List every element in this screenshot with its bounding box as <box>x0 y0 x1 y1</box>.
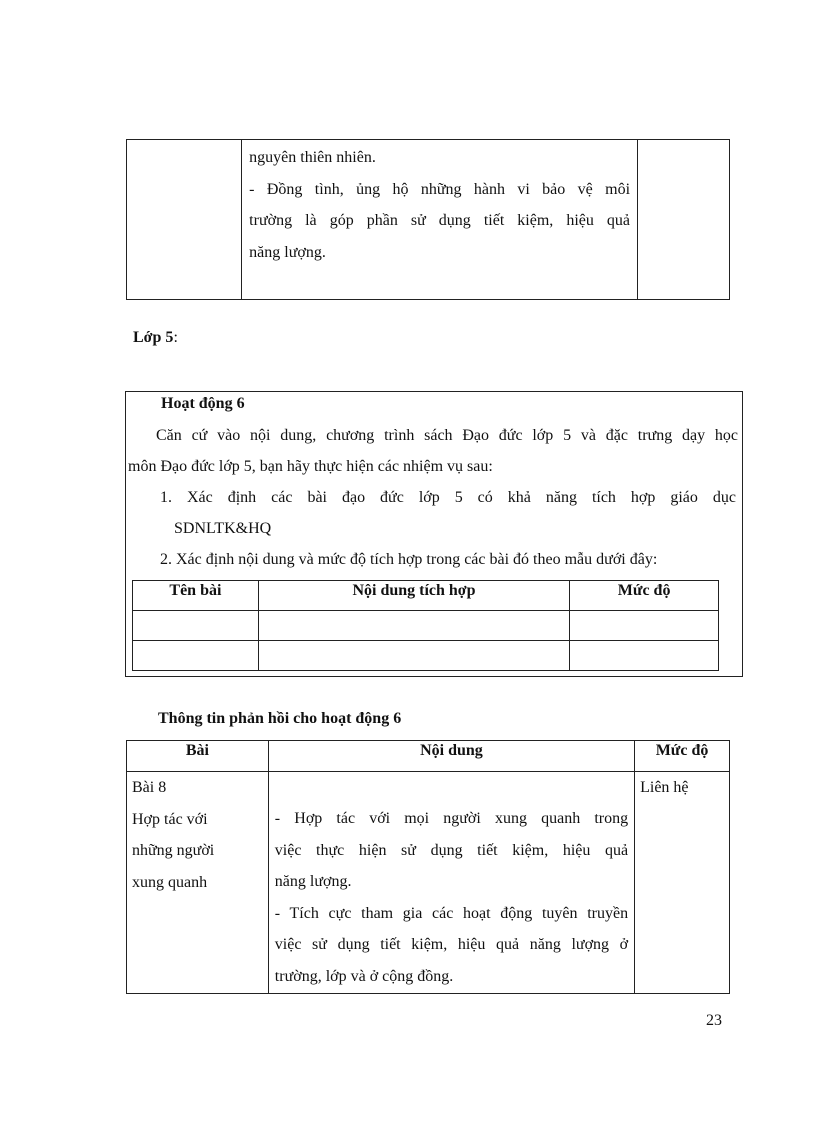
activity-task-2: 2. Xác định nội dung và mức độ tích hợp trong các bài đó theo mẫu dưới đây: <box>160 551 658 568</box>
feedback-level-cell <box>635 772 730 994</box>
continued-table-cell-content <box>242 140 638 300</box>
template-header-lesson: Tên bài <box>133 581 259 611</box>
grade-label: Lớp 5 <box>133 329 174 346</box>
continued-table-cell-lesson <box>127 140 242 300</box>
page-number: 23 <box>706 1012 722 1029</box>
template-empty-row <box>133 611 719 641</box>
feedback-table <box>126 740 730 994</box>
activity-intro-line: Căn cứ vào nội dung, chương trình sách Đạo đức lớp 5 và đặc trưng dạy học <box>156 427 738 444</box>
feedback-row <box>127 772 730 994</box>
continued-table-cell-level <box>638 140 730 300</box>
content-line: năng lượng. <box>249 243 326 261</box>
content-line: - Tích cực tham gia các hoạt động tuyên truyền <box>274 904 629 922</box>
feedback-header-row <box>127 741 730 772</box>
content-line: trường là góp phần sử dụng tiết kiệm, hiệu quả <box>249 212 631 229</box>
lesson-line: xung quanh <box>132 873 208 891</box>
content-line: - Hợp tác với mọi người xung quanh trong <box>274 810 629 827</box>
template-empty-row <box>133 641 719 671</box>
content-line: việc thực hiện sử dụng tiết kiệm, hiệu quả <box>274 841 629 859</box>
feedback-content-cell <box>268 772 634 994</box>
content-line: nguyên thiên nhiên. <box>249 149 376 166</box>
lesson-line: Bài 8 <box>132 779 167 796</box>
activity-task-1-continued: SDNLTK&HQ <box>174 520 272 537</box>
content-line: việc sử dụng tiết kiệm, hiệu quả năng lượng ở <box>274 936 629 953</box>
level-value: Liên hệ <box>640 779 689 796</box>
activity-task-1: 1. Xác định các bài đạo đức lớp 5 có khả năng tích hợp giáo dục <box>160 489 736 506</box>
feedback-lesson-cell <box>127 772 269 994</box>
template-header-content: Nội dung tích hợp <box>258 581 569 611</box>
template-header-level: Mức độ <box>570 581 719 611</box>
grade-heading <box>133 329 178 347</box>
continued-table <box>126 139 730 300</box>
content-line: năng lượng. <box>274 873 352 890</box>
content-line: - Đồng tình, ủng hộ những hành vi bảo vệ môi <box>249 180 631 198</box>
feedback-header-content: Nội dung <box>268 741 634 772</box>
lesson-line: Hợp tác với <box>132 810 208 828</box>
feedback-header-lesson: Bài <box>127 741 269 772</box>
activity-title: Hoạt động 6 <box>161 395 245 412</box>
feedback-title: Thông tin phản hồi cho hoạt động 6 <box>158 710 402 727</box>
integration-template-table <box>132 580 719 671</box>
lesson-line: những người <box>132 842 215 859</box>
content-line: trường, lớp và ở cộng đồng. <box>274 967 454 985</box>
feedback-header-level: Mức độ <box>635 741 730 772</box>
template-header-row <box>133 581 719 611</box>
grade-colon: : <box>173 329 178 346</box>
activity-intro-line: môn Đạo đức lớp 5, bạn hãy thực hiện các nhiệm vụ sau: <box>128 458 493 475</box>
